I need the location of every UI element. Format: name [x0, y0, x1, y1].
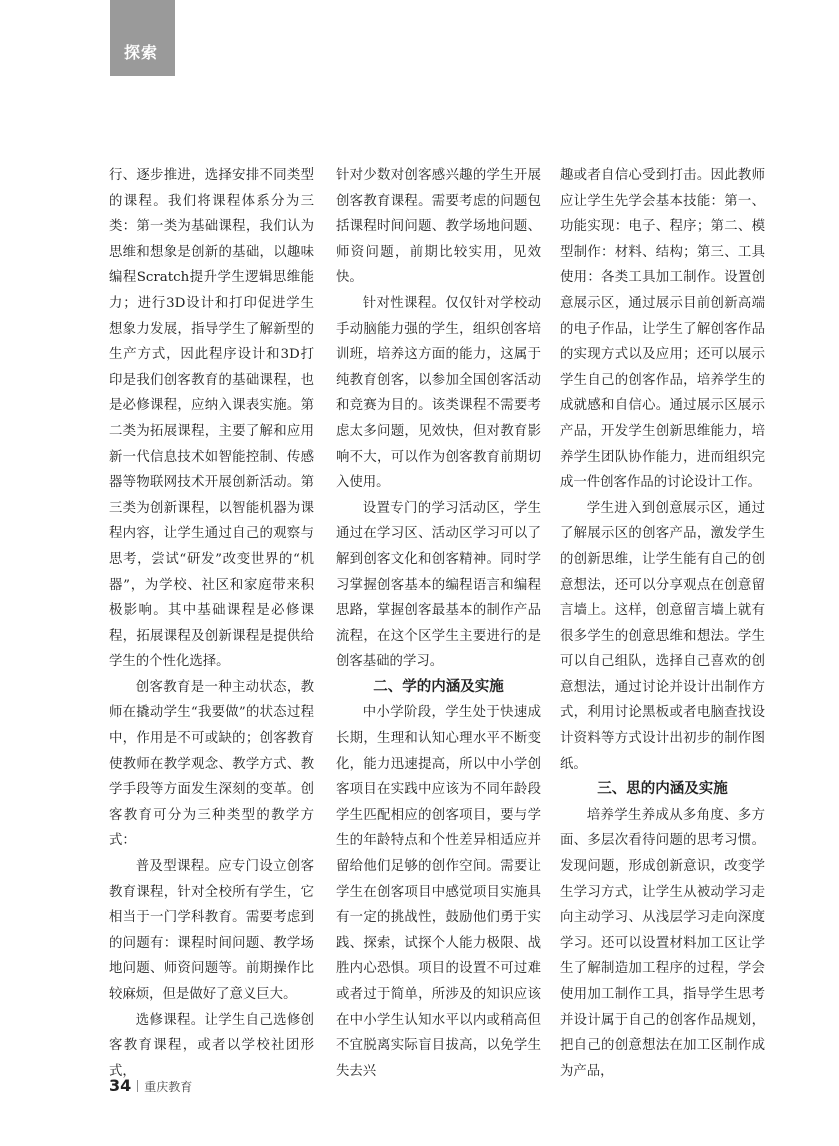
body-paragraph: 中小学阶段，学生处于快速成长期，生理和认知心理水平不断变化，能力迅速提高，所以中小学创客项目在实践中应该为不同年龄段学生匹配相应的创客项目，要与学生的年龄特点和个性差异相适应并留给他们足够的创作空间。需要让学生在创客项目中感觉项目实施具有一定的挑战性，鼓励他们勇于实践、探索，试探个人能力极限、战胜内心恐惧。项目的设置不可过难或者过于简单，所涉及的知识应该在中小学生认知水平以内或稍高但不宜脱离实际盲目拔高，以免学生失去兴	[336, 705, 541, 1079]
section-heading: 三、思的内涵及实施	[597, 781, 728, 798]
page-number: 34	[109, 1076, 132, 1095]
footer-divider	[137, 1080, 138, 1092]
body-paragraph: 普及型课程。应专门设立创客教育课程，针对全校所有学生，它相当于一门学科教育。需要考虑到的问题有：课程时间问题、教学场地问题、师资问题等。前期操作比较麻烦，但是做好了意义巨大。	[109, 859, 314, 1002]
publication-name: 重庆教育	[144, 1080, 193, 1094]
section-tag-label: 探索	[124, 43, 159, 62]
body-paragraph: 针对少数对创客感兴趣的学生开展创客教育课程。需要考虑的问题包括课程时间问题、教学场地问题、师资问题，前期比较实用，见效快。	[336, 168, 541, 286]
section-heading: 二、学的内涵及实施	[373, 678, 504, 695]
section-tag	[110, 0, 175, 76]
text-column-3	[560, 163, 765, 1084]
body-paragraph: 学生进入到创意展示区，通过了解展示区的创客产品，激发学生的创新思维，让学生能有自己的创意想法，还可以分享观点在创意留言墙上。这样，创意留言墙上就有很多学生的创意思维和想法。学生可以自己组队，选择自己喜欢的创意想法，通过讨论并设计出制作方式，利用讨论黑板或者电脑查找设计资料等方式设计出初步的制作图纸。	[560, 500, 765, 772]
body-paragraph: 创客教育是一种主动状态，教师在撬动学生“我要做”的状态过程中，作用是不可或缺的；创客教育使教师在教学观念、教学方式、教学手段等方面发生深刻的变革。创客教育可分为三种类型的教学方式：	[109, 679, 314, 849]
body-paragraph: 选修课程。让学生自己选修创客教育课程，或者以学校社团形式，	[109, 1012, 314, 1079]
body-paragraph: 针对性课程。仅仅针对学校动手动脑能力强的学生，组织创客培训班，培养这方面的能力，这属于纯教育创客，以参加全国创客活动和竞赛为目的。该类课程不需要考虑太多问题，见效快，但对教育影响不大，可以作为创客教育前期切入使用。	[336, 295, 541, 491]
body-paragraph: 行、逐步推进，选择安排不同类型的课程。我们将课程体系分为三类：第一类为基础课程，我们认为思维和想象是创新的基础，以趣味编程Scratch提升学生逻辑思维能力；进行3D设计和打印促进学生想象力发展，指导学生了解新型的生产方式，因此程序设计和3D打印是我们创客教育的基础课程，也是必修课程，应纳入课表实施。第二类为拓展课程，主要了解和应用新一代信息技术如智能控制、传感器等物联网技术开展创新活动。第三类为创新课程，以智能机器为课程内容，让学生通过自己的观察与思考，尝试“研发”改变世界的“机器”，为学校、社区和家庭带来积极影响。其中基础课程是必修课程，拓展课程及创新课程是提供给学生的个性化选择。	[109, 168, 314, 670]
text-column-1	[109, 163, 314, 1084]
body-paragraph: 培养学生养成从多角度、多方面、多层次看待问题的思考习惯。发现问题，形成创新意识，改变学生学习方式，让学生从被动学习走向主动学习、从浅层学习走向深度学习。还可以设置材料加工区让学生了解制造加工程序的过程，学会使用加工制作工具，指导学生思考并设计属于自己的创客作品规划，把自己的创意想法在加工区制作成为产品，	[560, 807, 765, 1079]
body-paragraph: 趣或者自信心受到打击。因此教师应让学生先学会基本技能：第一、功能实现：电子、程序；第二、模型制作：材料、结构；第三、工具使用：各类工具加工制作。设置创意展示区，通过展示目前创新高端的电子作品，让学生了解创客作品的实现方式以及应用；还可以展示学生自己的创客作品，培养学生的成就感和自信心。通过展示区展示产品，开发学生创新思维能力，培养学生团队协作能力，进而组织完成一件创客作品的讨论设计工作。	[560, 168, 765, 491]
text-column-2	[336, 163, 541, 1084]
body-paragraph: 设置专门的学习活动区，学生通过在学习区、活动区学习可以了解到创客文化和创客精神。同时学习掌握创客基本的编程语言和编程思路，掌握创客最基本的制作产品流程，在这个区学生主要进行的是创客基础的学习。	[336, 500, 541, 670]
page-footer	[109, 1076, 192, 1095]
